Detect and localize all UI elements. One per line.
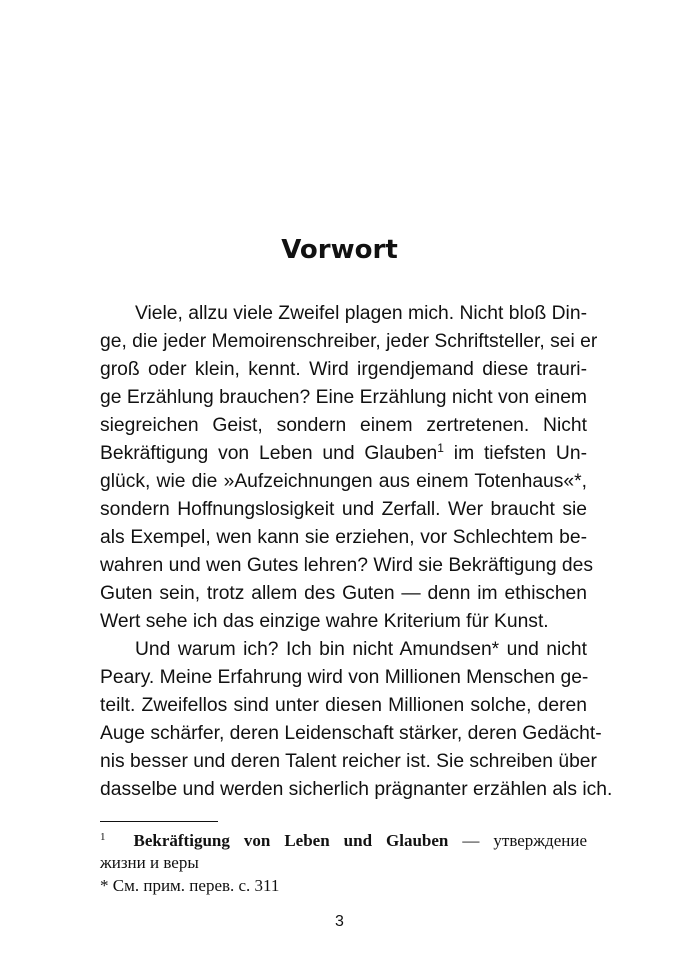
footnote-divider [100, 821, 218, 822]
footnote-definition: — утверждение [448, 831, 587, 850]
footnote-ref-1: 1 [437, 441, 444, 455]
text-line: Peary. Meine Erfahrung wird von Millionen Menschen ge- [100, 667, 589, 688]
footnote-marker: * [100, 876, 109, 895]
chapter-title: Vorwort [281, 235, 398, 265]
footnote-marker: 1 [100, 831, 106, 843]
text-line: als Exempel, wen kann sie erziehen, vor Schlechtem be- [100, 527, 587, 548]
text-segment: im tiefsten Un- [443, 443, 587, 464]
main-text [100, 300, 613, 804]
text-line: Guten sein, trotz allem des Guten — denn im ethischen [100, 583, 587, 604]
text-line-with-footnote-ref [100, 440, 587, 468]
text-line: wahren und wen Gutes lehren? Wird sie Bekräftigung des [100, 555, 594, 576]
text-line: Viele, allzu viele Zweifel plagen mich. Nicht bloß Din- [135, 303, 587, 324]
text-line: glück, wie die »Aufzeichnungen aus einem Totenhaus«*, [100, 471, 587, 492]
footnote-line [100, 875, 587, 897]
paragraph-2 [100, 636, 613, 804]
page-number: 3 [335, 913, 344, 930]
text-line: Auge schärfer, deren Leidenschaft stärker, deren Gedächt- [100, 723, 602, 744]
text-line: teilt. Zweifellos sind unter diesen Millionen solche, deren [100, 695, 587, 716]
text-line: nis besser und deren Talent reicher ist. Sie schreiben über [100, 751, 597, 772]
text-line: Wert sehe ich das einzige wahre Kriterium für Kunst. [100, 611, 549, 632]
footnote-2 [100, 875, 587, 897]
footnote-text: См. прим. перев. с. 311 [108, 876, 280, 895]
footnote-line: жизни и веры [100, 853, 199, 872]
paragraph-1 [100, 300, 598, 636]
footnote-1 [100, 830, 587, 874]
text-line: siegreichen Geist, sondern einem zertretenen. Nicht [100, 415, 587, 436]
text-line: groß oder klein, kennt. Wird irgendjemand diese trauri- [100, 359, 587, 380]
footnote-term: Bekräftigung von Leben und Glauben [133, 831, 449, 850]
text-segment: Bekräftigung von Leben und Glauben [100, 443, 438, 464]
text-line: Und warum ich? Ich bin nicht Amundsen* und nicht [135, 639, 587, 660]
text-line: sondern Hoffnungslosigkeit und Zerfall. Wer braucht sie [100, 499, 587, 520]
text-line: ge, die jeder Memoirenschreiber, jeder Schriftsteller, sei er [100, 331, 598, 352]
text-line: ge Erzählung brauchen? Eine Erzählung nicht von einem [100, 387, 587, 408]
footnote-line [100, 830, 587, 852]
text-line: dasselbe und werden sicherlich prägnanter erzählen als ich. [100, 779, 613, 800]
